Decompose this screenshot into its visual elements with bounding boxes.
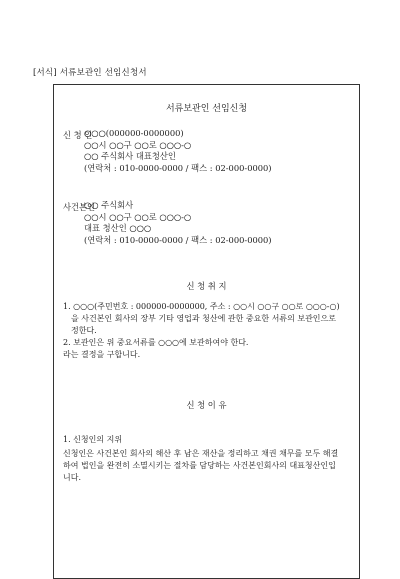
document-box: [53, 84, 360, 579]
reason-line: 니다.: [63, 473, 81, 482]
reason-subheading: [63, 434, 351, 446]
purpose-line: 1. ○○○(주민번호 : 000000-0000000, 주소 : ○○시 ○○구 ○○로 ○○○-○): [63, 302, 340, 311]
purpose-line: 라는 결정을 구합니다.: [63, 350, 141, 359]
purpose-line: 을 사건본인 회사의 장부 기타 영업과 청산에 관한 중요한 서류의 보관인으로: [71, 314, 336, 323]
applicant-label: 신 청 인: [63, 130, 93, 140]
purpose-heading: 신 청 취 지: [186, 281, 227, 291]
reason-line: 하여 법인을 완전히 소멸시키는 절차를 담당하는 사건본인회사의 대표청산인입: [63, 461, 336, 470]
reason-paragraph: [63, 448, 351, 484]
applicant-details: [84, 128, 272, 174]
applicant-name: ○○○(000000-0000000): [84, 128, 184, 138]
form-label: [서식] 서류보관인 선임신청서: [33, 68, 147, 78]
purpose-line: 정한다.: [71, 326, 97, 335]
purpose-line: 2. 보관인은 위 중요서류를 ○○○에 보관하여야 한다.: [63, 338, 249, 347]
principal-details: [84, 200, 272, 246]
reason-subheading-text: 1. 신청인의 지위: [63, 435, 123, 444]
applicant-position: ○○ 주식회사 대표청산인: [84, 151, 176, 161]
principal-representative: 대표 청산인 ○○○: [84, 223, 152, 233]
applicant-contact: (연락처 : 010-0000-0000 / 팩스 : 02-000-0000): [84, 162, 272, 173]
principal-label: 사건본인: [63, 202, 96, 212]
reason-line: 신청인은 사건본인 회사의 해산 후 남은 재산을 정리하고 채권 채무를 모두 해결: [63, 449, 339, 458]
principal-contact: (연락처 : 010-0000-0000 / 팩스 : 02-000-0000): [84, 234, 272, 245]
reason-heading: 신 청 이 유: [186, 400, 227, 410]
document-title: 서류보관인 선임신청: [165, 104, 248, 114]
applicant-address: ○○시 ○○구 ○○로 ○○○-○: [84, 139, 192, 150]
principal-address: ○○시 ○○구 ○○로 ○○○-○: [84, 211, 192, 222]
principal-company: ○○ 주식회사: [84, 200, 134, 210]
purpose-paragraph: [63, 301, 351, 361]
